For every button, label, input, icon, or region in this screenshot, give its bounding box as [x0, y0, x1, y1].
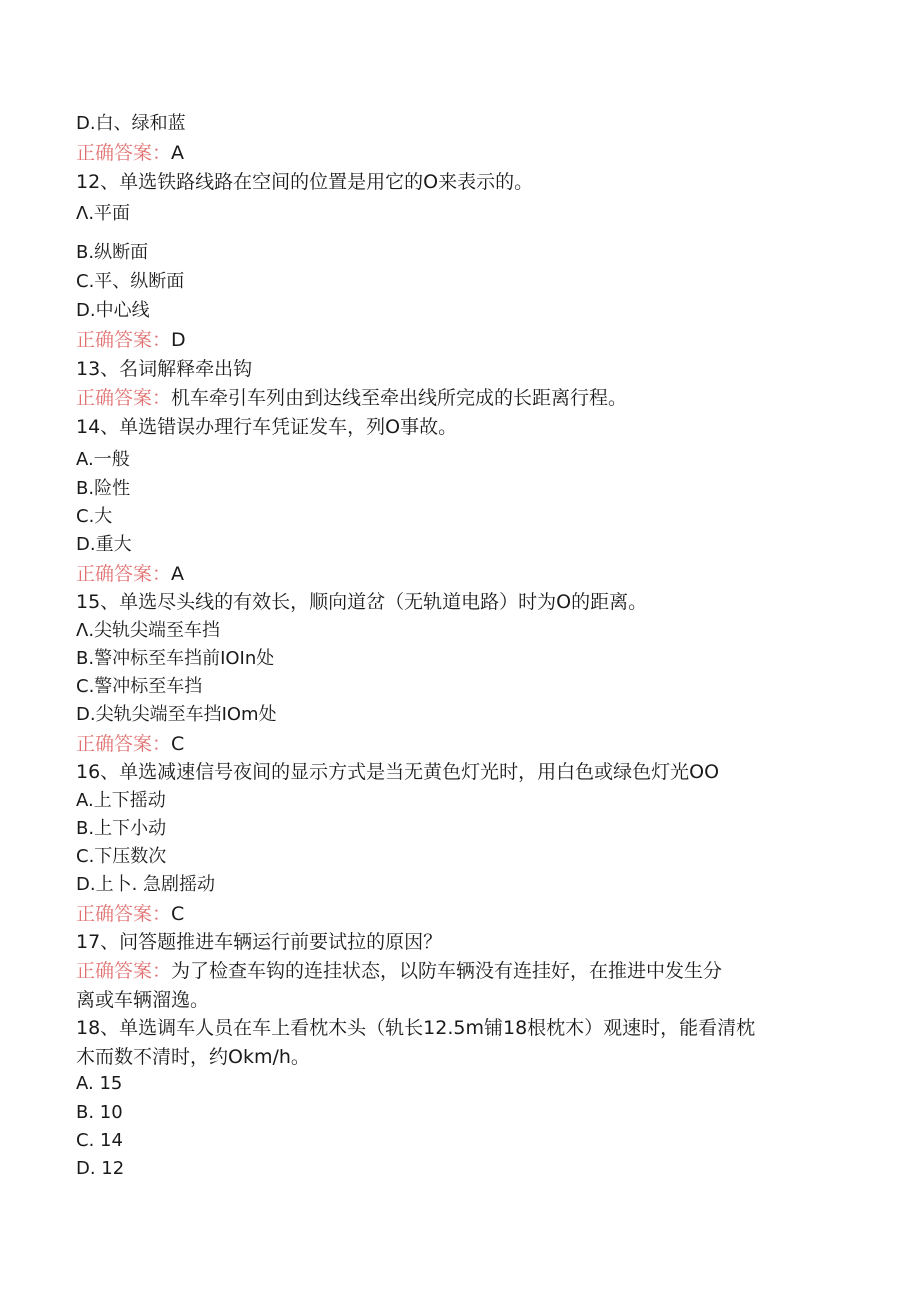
answer-line: 正确答案：机车牵引车列由到达线至牵出线所完成的长距离行程。 [76, 387, 628, 409]
question-line: 15、单选尽头线的有效长，顺向道岔（无轨道电路）时为O的距离。 [76, 591, 648, 613]
option-line: D. 12 [76, 1158, 125, 1179]
option-line: D.重大 [76, 534, 132, 555]
option-line: C. 14 [76, 1130, 123, 1151]
option-line: B.纵断面 [76, 242, 149, 263]
answer-line: 正确答案：C [76, 733, 185, 755]
option-line: C.警冲标至车挡 [76, 676, 203, 697]
option-line: Λ.平面 [76, 203, 131, 224]
question-line: 离或车辆溜逸。 [76, 989, 210, 1011]
answer-label: 正确答案： [76, 142, 172, 164]
option-line: D.上卜. 急剧摇动 [76, 874, 216, 895]
question-line: 17、问答题推进车辆运行前要试拉的原因？ [76, 931, 443, 953]
question-line: 木而数不清时，约Okm/h。 [76, 1046, 310, 1068]
question-line: 13、名词解释牵出钩 [76, 358, 253, 380]
option-line: D.中心线 [76, 300, 150, 321]
option-line: D.尖轨尖端至车挡IOm处 [76, 704, 277, 725]
answer-line: 正确答案：C [76, 903, 185, 925]
option-line: B. 10 [76, 1102, 123, 1123]
option-line: B.上下小动 [76, 818, 167, 839]
answer-line: 正确答案：A [76, 563, 185, 585]
option-line: A.一般 [76, 449, 130, 470]
option-line: A.上下摇动 [76, 790, 166, 811]
option-line: D.白、绿和蓝 [76, 113, 186, 134]
option-line: A. 15 [76, 1073, 123, 1094]
answer-line: 正确答案：D [76, 329, 186, 351]
option-line: B.险性 [76, 478, 131, 499]
option-line: C.平、纵断面 [76, 271, 185, 292]
option-line: Λ.尖轨尖端至车挡 [76, 620, 221, 641]
answer-label: 正确答案： [76, 960, 172, 982]
answer-line: 正确答案：为了检查车钩的连挂状态，以防车辆没有连挂好，在推进中发生分 [76, 960, 723, 982]
question-line: 12、单选铁路线路在空间的位置是用它的O来表示的。 [76, 171, 534, 193]
answer-label: 正确答案： [76, 733, 172, 755]
answer-line: 正确答案：A [76, 142, 185, 164]
answer-label: 正确答案： [76, 329, 172, 351]
question-line: 18、单选调车人员在车上看枕木头（轨长12.5m铺18根枕木）观速时，能看清枕 [76, 1017, 756, 1039]
answer-label: 正确答案： [76, 563, 172, 585]
option-line: C.大 [76, 506, 113, 527]
option-line: B.警冲标至车挡前IOIn处 [76, 648, 275, 669]
option-line: C.下压数次 [76, 846, 167, 867]
question-line: 16、单选减速信号夜间的显示方式是当无黄色灯光时，用白色或绿色灯光OO [76, 761, 720, 783]
question-line: 14、单选错误办理行车凭证发车，列O事故。 [76, 416, 458, 438]
answer-label: 正确答案： [76, 903, 172, 925]
answer-label: 正确答案： [76, 387, 172, 409]
